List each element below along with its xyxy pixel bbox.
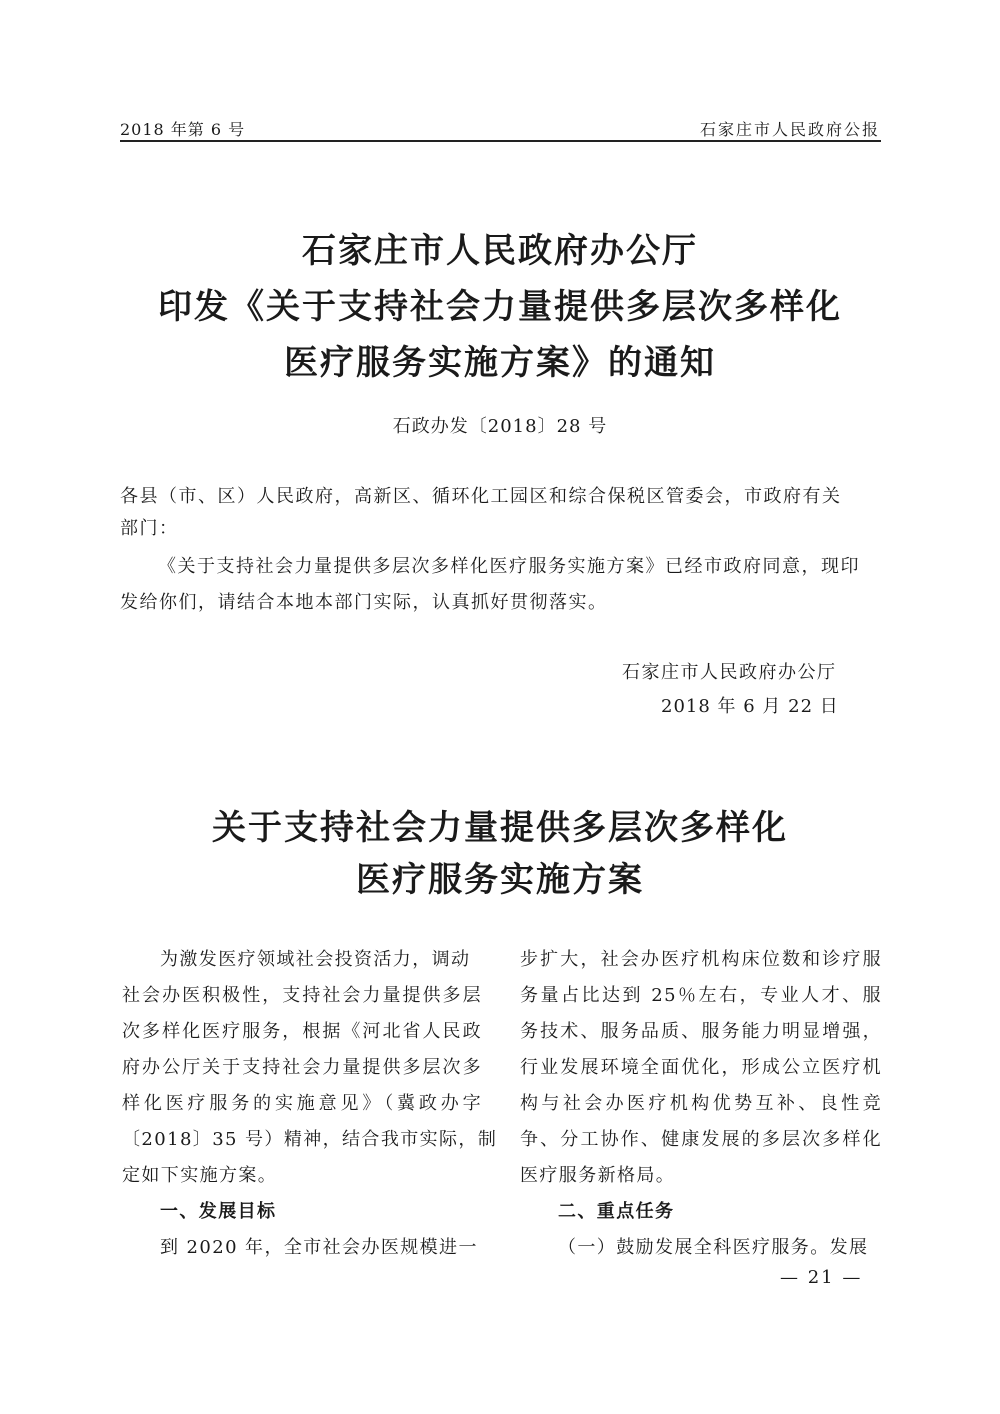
section-heading-tasks: 二、重点任务 [558, 1201, 675, 1222]
plan-title-line-2: 医疗服务实施方案 [356, 860, 644, 900]
right-line-2: 务量占比达到 25％左右，专业人才、服 [520, 985, 882, 1006]
left-line-7: 定如下实施方案。 [122, 1165, 278, 1186]
notice-title-line-1: 石家庄市人民政府办公厅 [302, 231, 698, 271]
right-line-6: 争、分工协作、健康发展的多层次多样化 [520, 1129, 882, 1150]
left-line-3: 次多样化医疗服务，根据《河北省人民政 [122, 1021, 482, 1042]
left-line-4: 府办公厅关于支持社会力量提供多层次多 [122, 1057, 482, 1078]
left-line-6: 〔2018〕35 号）精神，结合我市实际，制 [122, 1129, 498, 1150]
left-line-5: 样化医疗服务的实施意见》（冀政办字 [122, 1093, 482, 1114]
notice-body-line-2: 发给你们，请结合本地本部门实际，认真抓好贯彻落实。 [120, 592, 608, 613]
plan-title-line-1: 关于支持社会力量提供多层次多样化 [212, 808, 788, 848]
right-text-column [520, 942, 882, 1266]
addressee-line-1: 各县（市、区）人民政府，高新区、循环化工园区和综合保税区管委会，市政府有关 [120, 486, 842, 507]
notice-body-line-1: 《关于支持社会力量提供多层次多样化医疗服务实施方案》已经市政府同意，现印 [158, 556, 860, 577]
left-text-column [122, 942, 498, 1266]
page-number: — 21 — [780, 1267, 863, 1288]
left-line-9: 到 2020 年，全市社会办医规模进一 [160, 1237, 478, 1258]
right-line-3: 务技术、服务品质、服务能力明显增强， [520, 1021, 882, 1042]
addressee-line-2: 部门： [120, 518, 179, 539]
left-line-1: 为激发医疗领域社会投资活力，调动 [160, 949, 471, 970]
document-number: 石政办发〔2018〕28 号 [392, 416, 608, 437]
notice-title-line-3: 医疗服务实施方案》的通知 [284, 343, 716, 383]
right-line-4: 行业发展环境全面优化，形成公立医疗机 [520, 1057, 882, 1078]
right-line-7: 医疗服务新格局。 [520, 1165, 676, 1186]
signature-organization: 石家庄市人民政府办公厅 [622, 662, 837, 683]
publication-name: 石家庄市人民政府公报 [699, 120, 880, 139]
left-line-2: 社会办医积极性，支持社会力量提供多层 [122, 985, 482, 1006]
section-heading-goals: 一、发展目标 [160, 1201, 277, 1222]
header-rule [120, 140, 881, 142]
signature-date: 2018 年 6 月 22 日 [661, 696, 839, 717]
notice-title-line-2: 印发《关于支持社会力量提供多层次多样化 [158, 287, 842, 327]
right-line-5: 构与社会办医疗机构优势互补、良性竞 [520, 1093, 882, 1114]
issue-number: 2018 年第 6 号 [120, 120, 246, 139]
right-line-9: （一）鼓励发展全科医疗服务。发展 [558, 1237, 869, 1258]
right-line-1: 步扩大，社会办医疗机构床位数和诊疗服 [520, 949, 882, 970]
